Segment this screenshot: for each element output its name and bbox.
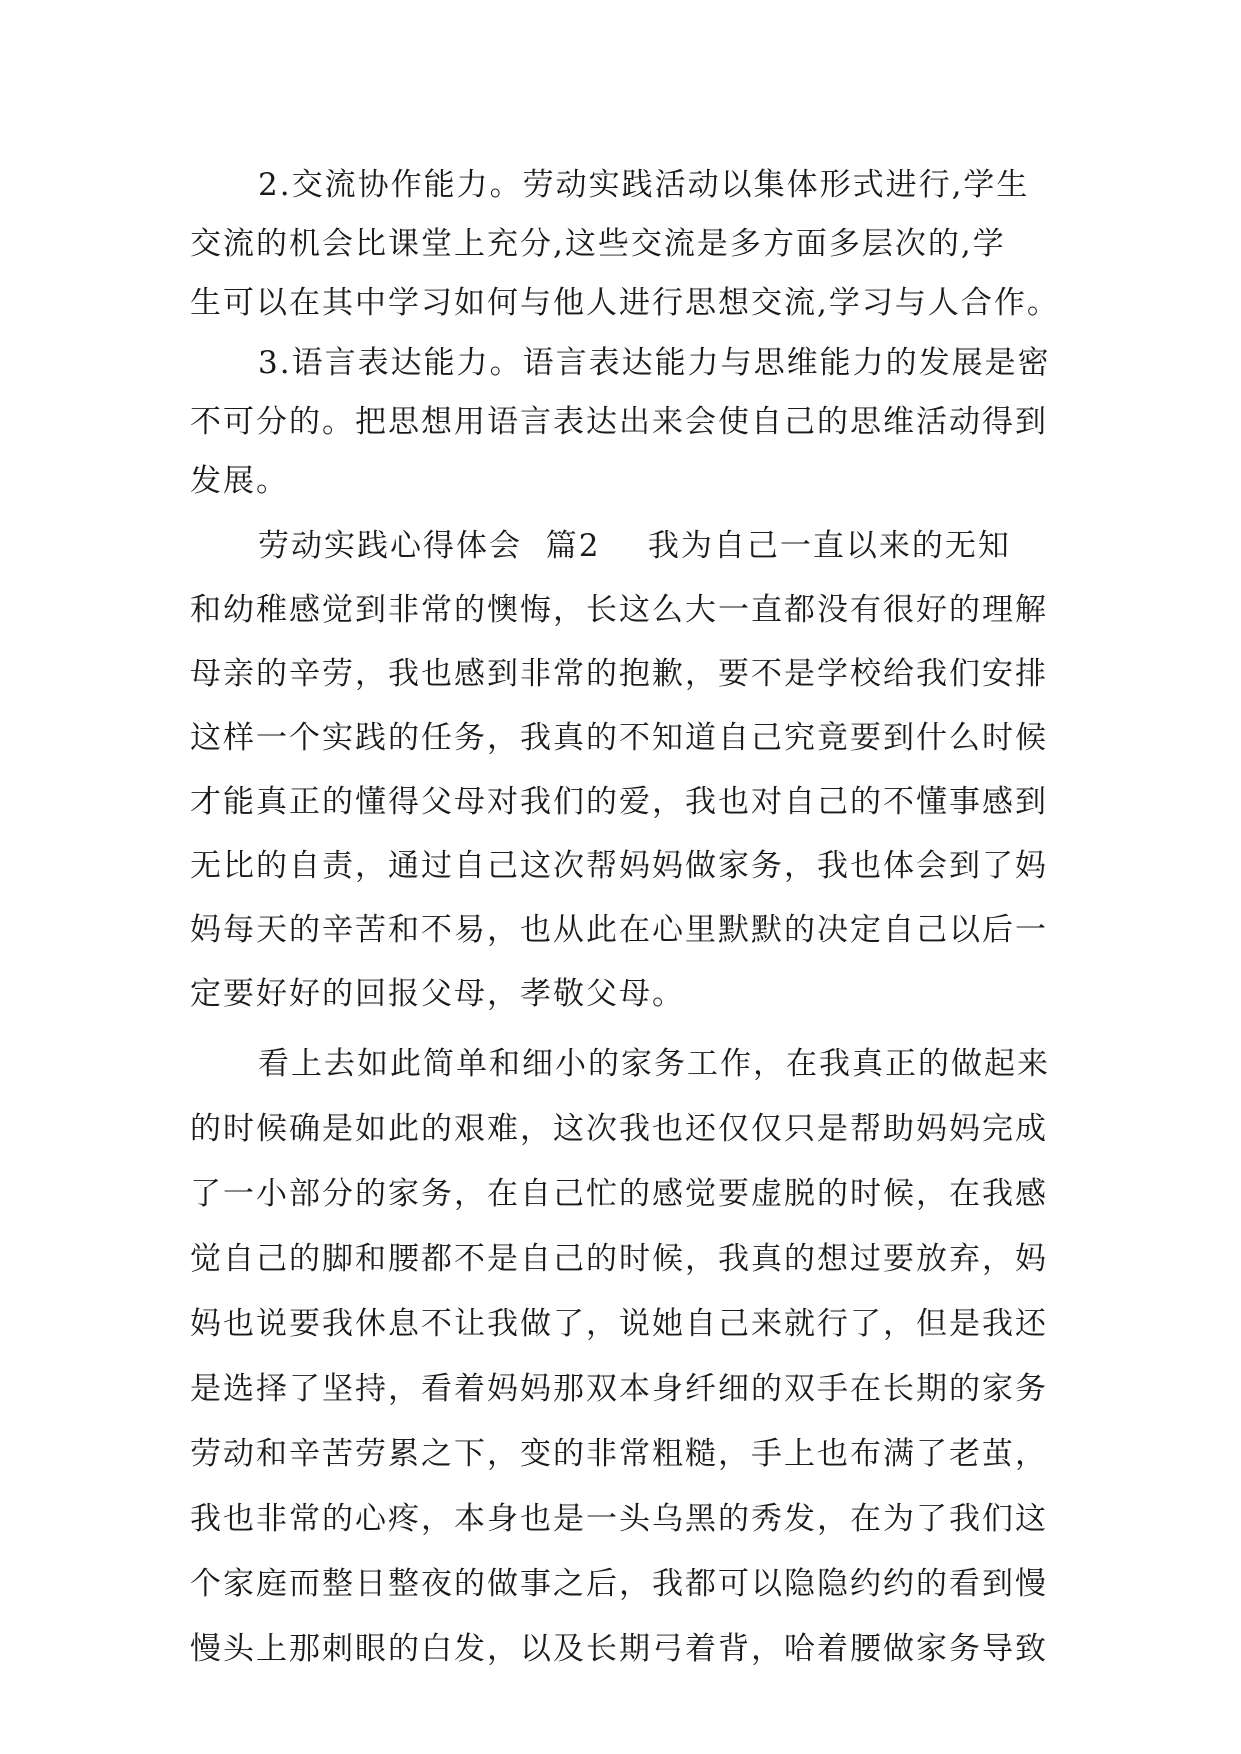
text-line: 3.语言表达能力。语言表达能力与思维能力的发展是密 (258, 345, 1051, 381)
text-line: 劳动和辛苦劳累之下，变的非常粗糙，手上也布满了老茧， (190, 1436, 1048, 1472)
text-line: 我也非常的心疼，本身也是一头乌黑的秀发，在为了我们这 (190, 1501, 1048, 1537)
text-line: 的时候确是如此的艰难，这次我也还仅仅只是帮助妈妈完成 (190, 1111, 1048, 1147)
text-line: 妈每天的辛苦和不易，也从此在心里默默的决定自己以后一 (190, 912, 1048, 948)
text-line: 交流的机会比课堂上充分,这些交流是多方面多层次的,学 (190, 226, 1006, 262)
text-line: 觉自己的脚和腰都不是自己的时候，我真的想过要放弃，妈 (190, 1241, 1048, 1277)
text-line: 2.交流协作能力。劳动实践活动以集体形式进行,学生 (258, 167, 1030, 203)
text-line: 是选择了坚持，看着妈妈那双本身纤细的双手在长期的家务 (190, 1371, 1048, 1407)
text-line: 母亲的辛劳，我也感到非常的抱歉，要不是学校给我们安排 (190, 656, 1048, 692)
text-line: 和幼稚感觉到非常的懊悔，长这么大一直都没有很好的理解 (190, 592, 1048, 628)
text-line: 慢头上那刺眼的白发，以及长期弓着背，哈着腰做家务导致 (190, 1631, 1048, 1667)
text-line: 妈也说要我休息不让我做了，说她自己来就行了，但是我还 (190, 1306, 1048, 1342)
text-line: 定要好好的回报父母，孝敬父母。 (190, 976, 685, 1012)
text-line: 了一小部分的家务，在自己忙的感觉要虚脱的时候，在我感 (190, 1176, 1048, 1212)
text-line: 不可分的。把思想用语言表达出来会使自己的思维活动得到 (190, 404, 1048, 440)
text-line: 才能真正的懂得父母对我们的爱，我也对自己的不懂事感到 (190, 784, 1048, 820)
text-line: 生可以在其中学习如何与他人进行思想交流,学习与人合作。 (190, 285, 1060, 321)
text-line: 发展。 (190, 463, 289, 499)
text-line: 个家庭而整日整夜的做事之后，我都可以隐隐约约的看到慢 (190, 1566, 1048, 1602)
text-line: 无比的自责，通过自己这次帮妈妈做家务，我也体会到了妈 (190, 848, 1048, 884)
section-heading-line: 劳动实践心得体会 篇2 我为自己一直以来的无知 (258, 528, 1011, 564)
text-line: 看上去如此简单和细小的家务工作，在我真正的做起来 (258, 1046, 1050, 1082)
text-line: 这样一个实践的任务，我真的不知道自己究竟要到什么时候 (190, 720, 1048, 756)
